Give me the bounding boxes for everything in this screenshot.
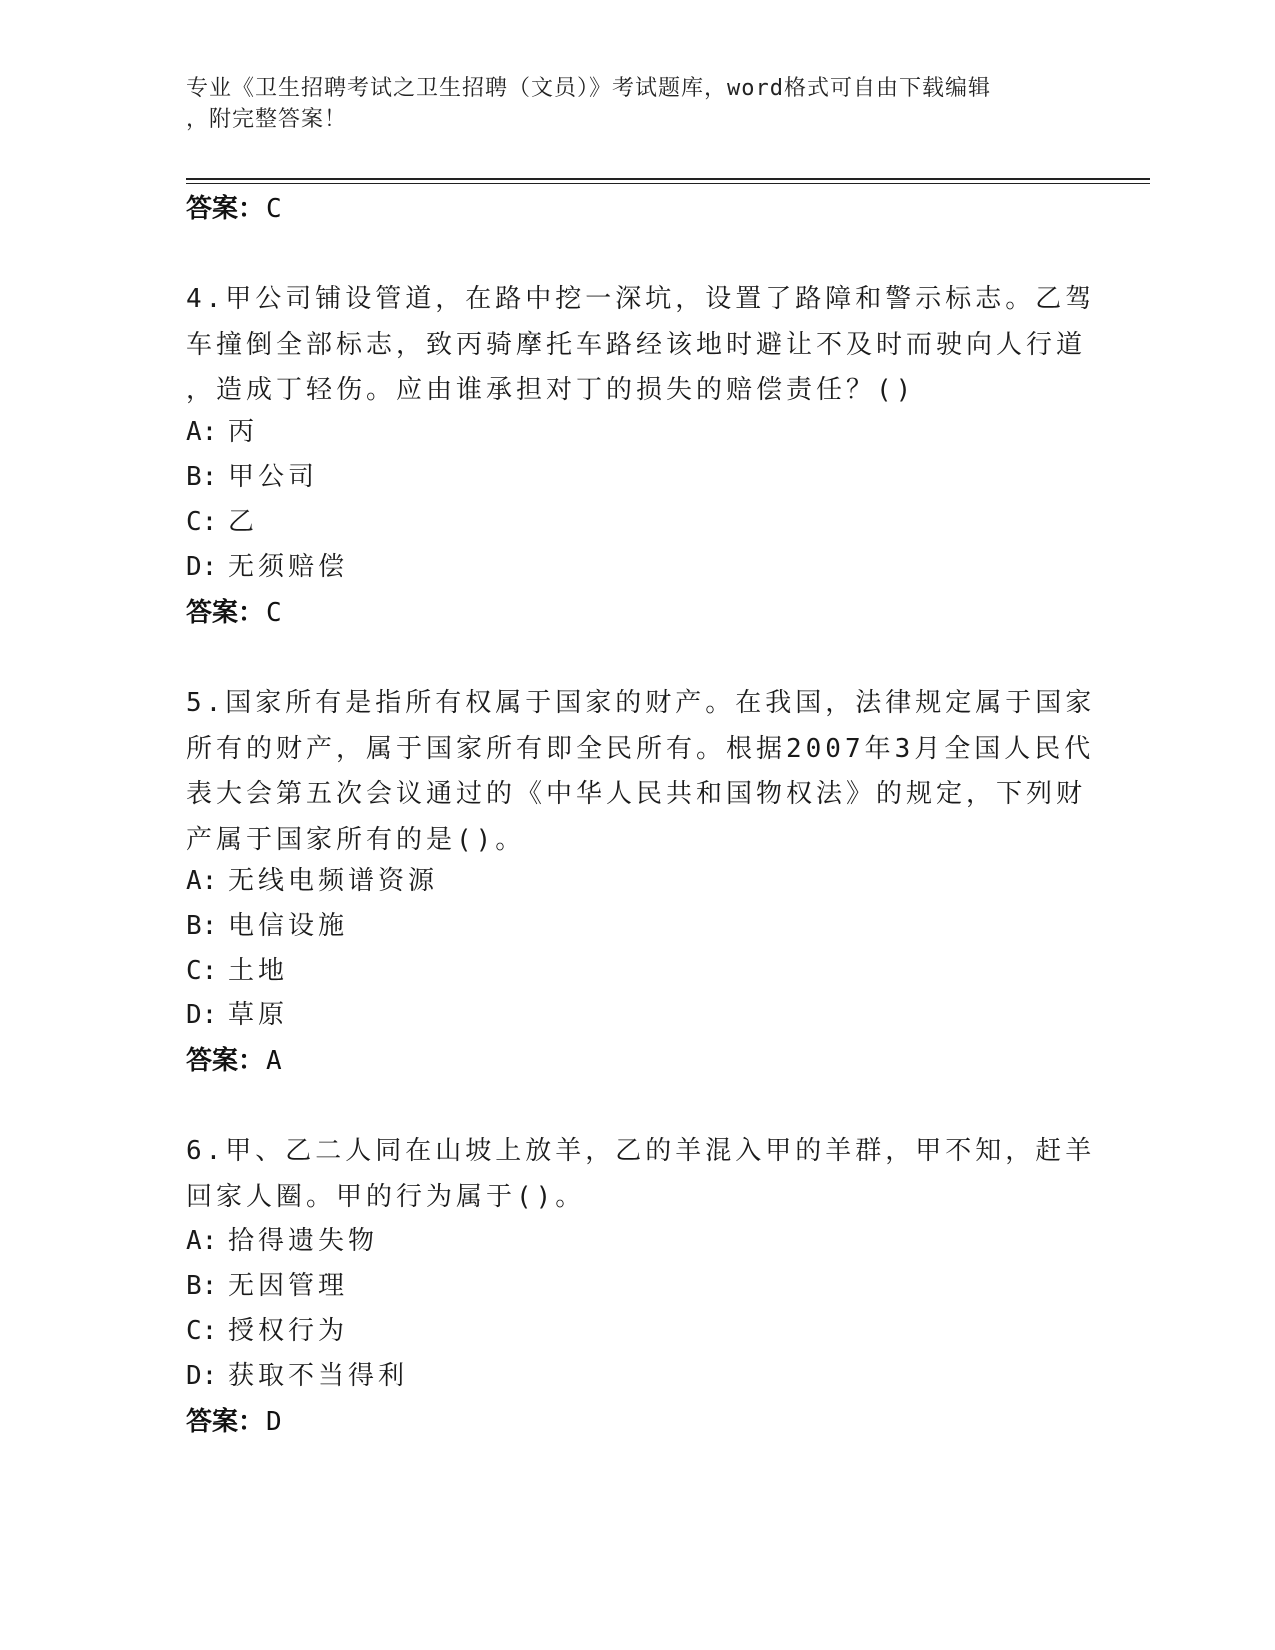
option-key: C: <box>186 956 218 986</box>
question-4-option-c <box>186 505 258 539</box>
question-6-stem-line-2: 回家人圈。甲的行为属于()。 <box>186 1181 586 1212</box>
question-4-stem-line-2: 车撞倒全部标志，致丙骑摩托车路经该地时避让不及时而驶向人行道 <box>186 329 1087 360</box>
question-6-option-d <box>186 1359 408 1393</box>
question-6-option-c <box>186 1314 348 1348</box>
question-5-option-c <box>186 954 288 988</box>
question-5-answer <box>186 1044 282 1078</box>
option-text: 草原 <box>228 1000 289 1030</box>
option-text: 无因管理 <box>228 1271 349 1301</box>
previous-answer <box>186 192 282 226</box>
option-key: B: <box>186 1271 218 1301</box>
option-key: C: <box>186 507 218 537</box>
question-6-stem-line-1: 6.甲、乙二人同在山坡上放羊，乙的羊混入甲的羊群，甲不知，赶羊 <box>186 1136 1096 1166</box>
option-key: A: <box>186 866 218 896</box>
option-text: 授权行为 <box>228 1316 349 1346</box>
option-key: A: <box>186 417 218 447</box>
question-4-option-d <box>186 550 348 584</box>
option-key: D: <box>186 552 218 582</box>
question-5-option-a <box>186 864 438 898</box>
question-4-option-a <box>186 415 258 449</box>
question-4-option-b <box>186 460 318 494</box>
question-5-option-b <box>186 909 348 943</box>
option-text: 土地 <box>228 956 289 986</box>
answer-value: A <box>266 1046 282 1076</box>
option-key: B: <box>186 911 218 941</box>
question-6-option-b <box>186 1269 348 1303</box>
answer-value: D <box>266 1407 282 1437</box>
option-key: D: <box>186 1361 218 1391</box>
option-text: 乙 <box>228 507 259 537</box>
question-4-stem-line-3: ，造成丁轻伤。应由谁承担对丁的损失的赔偿责任？() <box>186 375 916 405</box>
document-header <box>186 73 1066 135</box>
question-6-option-a <box>186 1224 378 1258</box>
question-5-option-d <box>186 998 288 1032</box>
answer-label: 答案： <box>186 194 265 224</box>
question-4-stem-line-1: 4.甲公司铺设管道，在路中挖一深坑，设置了路障和警示标志。乙驾 <box>186 284 1096 314</box>
question-4-stem <box>186 277 1096 414</box>
answer-label: 答案： <box>186 1046 265 1076</box>
question-6-stem <box>186 1129 1096 1220</box>
header-rule-thick <box>186 178 1150 180</box>
question-5-stem-line-2: 所有的财产，属于国家所有即全民所有。根据2007年3月全国人民代 <box>186 733 1095 764</box>
option-key: A: <box>186 1226 218 1256</box>
option-text: 拾得遗失物 <box>228 1226 379 1256</box>
question-5-stem-line-3: 表大会第五次会议通过的《中华人民共和国物权法》的规定，下列财 <box>186 779 1087 809</box>
question-5-stem-line-4: 产属于国家所有的是()。 <box>186 824 526 855</box>
question-6-answer <box>186 1405 282 1439</box>
option-text: 无须赔偿 <box>228 552 349 582</box>
question-5-stem <box>186 681 1096 863</box>
option-key: C: <box>186 1316 218 1346</box>
answer-value: C <box>266 194 282 224</box>
header-line-1: 专业《卫生招聘考试之卫生招聘（文员）》考试题库，word格式可自由下载编辑 <box>186 76 991 101</box>
option-text: 获取不当得利 <box>228 1361 409 1391</box>
option-key: D: <box>186 1000 218 1030</box>
option-text: 丙 <box>228 417 259 447</box>
question-5-stem-line-1: 5.国家所有是指所有权属于国家的财产。在我国，法律规定属于国家 <box>186 688 1096 718</box>
option-text: 无线电频谱资源 <box>228 866 439 896</box>
answer-value: C <box>266 598 282 628</box>
option-key: B: <box>186 462 218 492</box>
header-line-2: ，附完整答案！ <box>186 107 348 132</box>
option-text: 电信设施 <box>228 911 349 941</box>
answer-label: 答案： <box>186 1407 265 1437</box>
answer-label: 答案： <box>186 598 265 628</box>
header-rule-thin <box>186 183 1150 184</box>
question-4-answer <box>186 596 282 630</box>
option-text: 甲公司 <box>228 462 319 492</box>
